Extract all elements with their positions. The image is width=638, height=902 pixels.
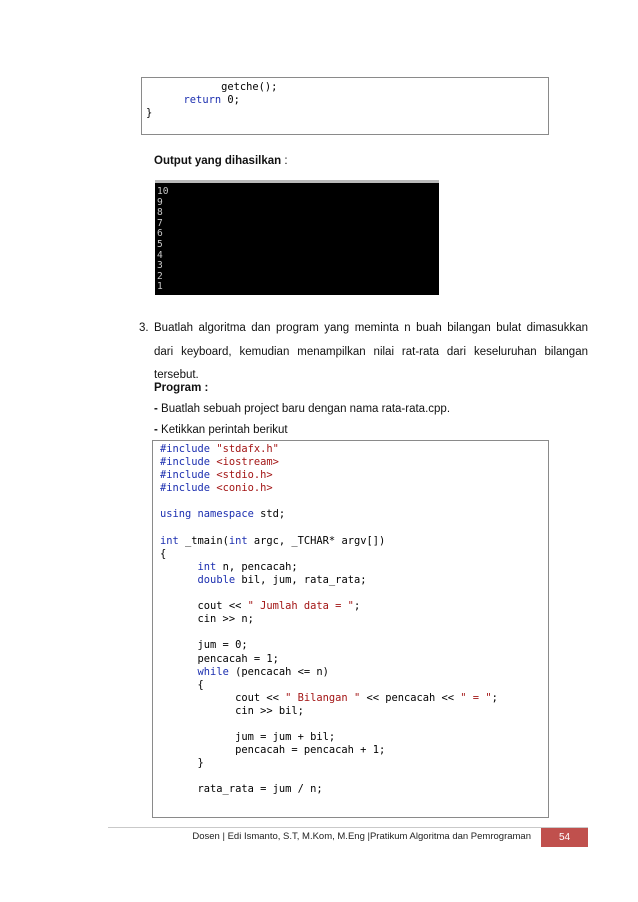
- code-line: [146, 81, 548, 94]
- code-line: [160, 522, 548, 535]
- code-line: [160, 653, 548, 666]
- code-token: int: [197, 560, 217, 573]
- code-line: [160, 639, 548, 652]
- step1-dash: -: [154, 403, 158, 415]
- code-line: [160, 587, 548, 600]
- code-snippet-main: [152, 440, 549, 818]
- code-token: bil, jum, rata_rata;: [235, 573, 367, 586]
- code-token: ;: [353, 600, 361, 613]
- output-label: [154, 155, 288, 167]
- code-token: n, pencacah;: [216, 560, 298, 573]
- code-token: cout <<: [160, 691, 286, 704]
- code-line: [160, 508, 548, 521]
- code-token: double: [197, 573, 236, 586]
- code-token: <conio.h>: [216, 482, 273, 495]
- output-label-bold: Output yang dihasilkan: [154, 155, 282, 167]
- code-token: pencacah = 1;: [160, 652, 279, 665]
- code-line: [160, 783, 548, 796]
- footer-text: Dosen | Edi Ismanto, S.T, M.Kom, M.Eng |Pratikum Algoritma dan Pemrograman: [192, 831, 531, 842]
- step2: [154, 424, 288, 436]
- console-line: 5: [157, 238, 163, 250]
- code-token: jum = jum + bil;: [160, 731, 336, 744]
- code-token: }: [146, 107, 153, 120]
- output-label-colon: :: [281, 155, 288, 167]
- code-line: [160, 548, 548, 561]
- code-token: rata_rata = jum / n;: [160, 783, 323, 796]
- console-line: 3: [157, 260, 163, 272]
- code-token: <iostream>: [216, 456, 279, 469]
- code-line: [160, 443, 548, 456]
- code-line: [160, 744, 548, 757]
- code-token: int: [228, 534, 248, 547]
- code-token: std;: [253, 508, 286, 521]
- item3-line2: dari keyboard, kemudian menampilkan nilai rat-rata dari keseluruhan bilangan: [154, 346, 588, 358]
- footer-rule: [108, 827, 588, 828]
- item3-number: 3.: [139, 322, 149, 334]
- code-token: cout <<: [160, 600, 248, 613]
- console-line: 6: [157, 228, 163, 240]
- item3-line1: Buatlah algoritma dan program yang meminta n buah bilangan bulat dimasukkan: [154, 322, 588, 334]
- console-line: 2: [157, 270, 163, 282]
- console-line: 4: [157, 249, 163, 261]
- code-line: [160, 495, 548, 508]
- code-token: (pencacah <= n): [228, 665, 329, 678]
- code-line: [160, 757, 548, 770]
- code-line: [160, 456, 548, 469]
- code-token: " Jumlah data = ": [247, 600, 354, 613]
- code-token: int: [160, 534, 179, 547]
- code-token: return: [183, 94, 222, 107]
- code-line: [160, 613, 548, 626]
- item3-line3: tersebut.: [154, 369, 199, 381]
- code-line: [160, 679, 548, 692]
- code-token: #include: [160, 443, 217, 455]
- code-line: [160, 731, 548, 744]
- code-token: ;: [491, 691, 498, 704]
- code-line: [160, 469, 548, 482]
- code-token: <stdio.h>: [216, 469, 273, 482]
- code-token: getche();: [146, 81, 278, 93]
- code-token: #include: [160, 469, 217, 482]
- code-token: _tmain(: [178, 534, 229, 547]
- code-token: 0;: [221, 94, 240, 107]
- code-token: [160, 666, 198, 678]
- code-token: << pencacah <<: [360, 691, 461, 704]
- code-token: #include: [160, 456, 217, 469]
- code-token: jum = 0;: [160, 639, 248, 652]
- console-line: 7: [157, 217, 163, 229]
- console-line: 9: [157, 196, 163, 208]
- console-line: 10: [157, 186, 169, 197]
- console-lines: [157, 187, 169, 293]
- code-token: while: [197, 665, 229, 678]
- code-token: [160, 574, 198, 586]
- code-line: [146, 94, 548, 107]
- code-line: [160, 718, 548, 731]
- step1: [154, 403, 450, 415]
- step2-text: Ketikkan perintah berikut: [157, 424, 288, 436]
- code-token: namespace: [197, 508, 254, 521]
- code-token: argc, _TCHAR* argv[]): [247, 534, 386, 547]
- code-token: #include: [160, 482, 217, 495]
- code-line: [160, 692, 548, 705]
- code-token: [146, 94, 184, 106]
- code-token: }: [160, 757, 204, 770]
- code-token: pencacah = pencacah + 1;: [160, 744, 386, 757]
- program-label: Program :: [154, 382, 209, 394]
- code-token: " = ": [460, 691, 492, 704]
- code-line: [160, 535, 548, 548]
- code-line: [160, 561, 548, 574]
- console-line: 1: [157, 281, 163, 293]
- code-token: "stdafx.h": [216, 443, 279, 455]
- code-token: {: [160, 547, 167, 560]
- code-line: [160, 482, 548, 495]
- code-token: " Bilangan ": [285, 691, 361, 704]
- code-token: cin >> bil;: [160, 704, 304, 717]
- code-line: [146, 107, 548, 120]
- step2-dash: -: [154, 424, 158, 436]
- page-number-badge: 54: [541, 828, 588, 847]
- code-line: [160, 666, 548, 679]
- console-line: 8: [157, 207, 163, 219]
- code-token: using: [160, 508, 192, 521]
- code-token: {: [160, 678, 204, 691]
- code-line: [160, 705, 548, 718]
- code-line: [160, 574, 548, 587]
- code-line: [160, 770, 548, 783]
- code-line: [160, 600, 548, 613]
- step1-text: Buatlah sebuah project baru dengan nama rata-rata.cpp.: [157, 403, 451, 415]
- code-line: [160, 626, 548, 639]
- console-output-screenshot: [155, 180, 439, 295]
- code-token: [160, 561, 198, 573]
- code-token: cin >> n;: [160, 613, 254, 626]
- code-snippet-top: [141, 77, 549, 135]
